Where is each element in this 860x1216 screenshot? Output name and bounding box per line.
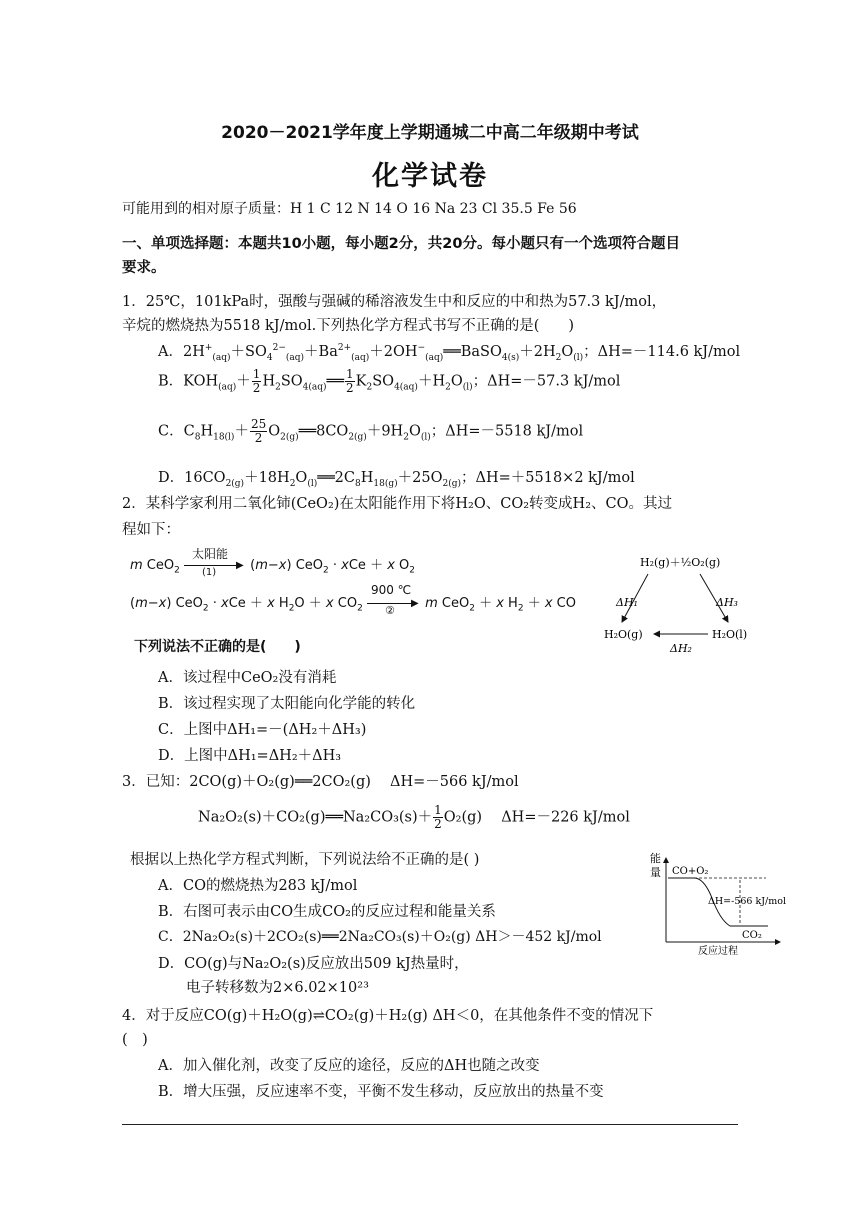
q1-stem-line2: 辛烷的燃烧热为5518 kJ/mol.下列热化学方程式书写不正确的是( ) — [122, 318, 575, 334]
section1-heading-line1: 一、单项选择题：本题共10小题，每小题2分，共20分。每小题只有一个选项符合题目 — [122, 236, 680, 252]
q2-eq2-arrow-top: 900 ℃ — [370, 582, 412, 597]
footer-divider — [122, 1124, 738, 1125]
q1-d-enthalpy: ；ΔH=＋5518×2 kJ/mol — [461, 470, 635, 486]
exam-title: 2020－2021学年度上学期通城二中高二年级期中考试 — [221, 123, 639, 143]
q3-graph-top-species: CO+O₂ — [672, 866, 709, 877]
q2-eq1-arrow-top: 太阳能 — [192, 546, 229, 561]
q2-eq1-arrow-bottom: (1) — [202, 566, 217, 578]
q2-option-c: C．上图中ΔH₁=－(ΔH₂＋ΔH₃) — [158, 722, 367, 738]
q2-option-b: B．该过程实现了太阳能向化学能的转化 — [158, 696, 416, 712]
q2-stem-line2: 程如下： — [122, 522, 180, 538]
q2-option-a: A．该过程中CeO₂没有消耗 — [158, 670, 337, 686]
section1-heading-line2: 要求。 — [122, 260, 166, 276]
q2-eq2-arrow-bottom: ② — [384, 603, 395, 617]
atomic-masses: 可能用到的相对原子质量：H 1 C 12 N 14 O 16 Na 23 Cl 35.5 Fe 56 — [122, 201, 577, 217]
q1-option-b: B．$KOH_{(aq)}+$ $\frac{1}{2}$ $H_2SO_{4(aq)}══$ $\frac{1}{2}$ $K_2SO_{4(aq)}+H_2O_{(l)}$；ΔH=－57.3 kJ/mol — [158, 367, 621, 395]
q4-stem-line1: 4．对于反应CO(g)＋H₂O(g)⇌CO₂(g)＋H₂(g) ΔH＜0，在其他条件不变的情况下 — [122, 1008, 654, 1024]
q1-stem-line1: 1．25℃，101kPa时，强酸与强碱的稀溶液发生中和反应的中和热为57.3 kJ/mol， — [122, 294, 667, 310]
q3-known-line2-head: Na₂O₂(s)＋CO₂(g)══Na₂CO₃(s)＋ — [198, 809, 433, 826]
paper-subtitle: 化学试卷 — [372, 161, 488, 192]
q4-option-a: A．加入催化剂，改变了反应的途径，反应的ΔH也随之改变 — [158, 1058, 540, 1074]
q3-graph-bottom-species: CO₂ — [742, 930, 762, 941]
q3-option-d-line2: 电子转移数为2×6.02×10²³ — [186, 980, 369, 996]
q2-cycle-dh1: ΔH₁ — [616, 596, 638, 609]
q3-option-d-line1: D．CO(g)与Na₂O₂(s)反应放出509 kJ热量时， — [158, 956, 469, 972]
q3-prompt: 根据以上热化学方程式判断，下列说法给不正确的是( ) — [130, 852, 480, 868]
q1-option-d: D．$16CO_{2(g)}+18H_2O_{(l)}══2C_8H_{18(g)}+25O_{2(g)}$；ΔH=＋5518×2 kJ/mol — [158, 470, 635, 489]
q3-graph-xlabel: 反应过程 — [698, 946, 738, 956]
q3-known-line1: 3．已知：2CO(g)＋O₂(g)══2CO₂(g) ΔH=－566 kJ/mol — [122, 774, 519, 790]
q2-cycle-diagram — [600, 550, 760, 662]
q3-energy-diagram — [648, 848, 796, 956]
q2-cycle-dh2: ΔH₂ — [670, 642, 692, 655]
q1-option-c: C．$C_8H_{18(l)}+$ $\frac{25}{2}$ $O_{2(g)}══8CO_{2(g)}+9H_2O_{(l)}$；ΔH=－5518 kJ/mol — [158, 417, 584, 445]
q2-cycle-top: H₂(g)＋½O₂(g) — [640, 556, 721, 569]
q4-stem-line2: ( ) — [122, 1032, 148, 1048]
q3-option-a: A．CO的燃烧热为283 kJ/mol — [158, 878, 358, 894]
q2-equation-2: (m−x) CeO$_2$ · xCe ＋ x $H_2O + x$ $CO_2$ 900 ℃ ▶ ② m CeO$_2$ ＋ x $H_2 + x$ CO — [130, 582, 576, 617]
q3-option-b: B．右图可表示由CO生成CO₂的反应过程和能量关系 — [158, 904, 496, 920]
q1-a-enthalpy: ；ΔH=－114.6 kJ/mol — [583, 344, 741, 360]
q1-c-enthalpy: ；ΔH=－5518 kJ/mol — [430, 423, 584, 440]
q3-graph-ylabel-2: 量 — [650, 866, 661, 879]
q3-graph-dh-label: ΔH=-566 kJ/mol — [708, 896, 786, 907]
q2-eq2-arrow: 900 ℃ ▶ ② — [367, 597, 421, 611]
q3-graph-ylabel-1: 能 — [650, 852, 661, 865]
q1-option-a: A．$2H^+_{(aq)}+SO_4^{2-}_{(aq)}+Ba^{2+}_{(aq)}+2OH^-_{(aq)}══BaSO_{4(s)}+2H_2O_{(l)}$；ΔH=－114.6 kJ/mol — [158, 343, 741, 363]
q4-option-b: B．增大压强，反应速率不变，平衡不发生移动，反应放出的热量不变 — [158, 1084, 604, 1100]
q2-cycle-dh3: ΔH₃ — [716, 596, 738, 609]
q3-known-line2-tail: O₂(g) ΔH=－226 kJ/mol — [443, 809, 630, 826]
q2-cycle-left: H₂O(g) — [604, 628, 643, 641]
q2-equation-1: m CeO$_2$ 太阳能 ▶ (1) (m−x) CeO$_2$ · xCe ＋ x $O_2$ — [130, 546, 416, 578]
q3-option-c: C．2Na₂O₂(s)＋2CO₂(s)══2Na₂CO₃(s)＋O₂(g) ΔH＞－452 kJ/mol — [158, 929, 602, 945]
q3-known-line2: Na₂O₂(s)＋CO₂(g)══Na₂CO₃(s)＋ $\frac{1}{2}$ O₂(g) ΔH=－226 kJ/mol — [198, 803, 630, 831]
q2-prompt: 下列说法不正确的是( ) — [134, 639, 301, 655]
q2-cycle-right: H₂O(l) — [712, 628, 748, 641]
q2-option-d: D．上图中ΔH₁=ΔH₂＋ΔH₃ — [158, 748, 342, 764]
q2-eq1-arrow: 太阳能 ▶ (1) — [184, 559, 246, 573]
q1-b-enthalpy: ；ΔH=－57.3 kJ/mol — [472, 373, 621, 390]
q2-stem-line1: 2．某科学家利用二氧化铈(CeO₂)在太阳能作用下将H₂O、CO₂转变成H₂、CO。其过 — [122, 496, 672, 512]
